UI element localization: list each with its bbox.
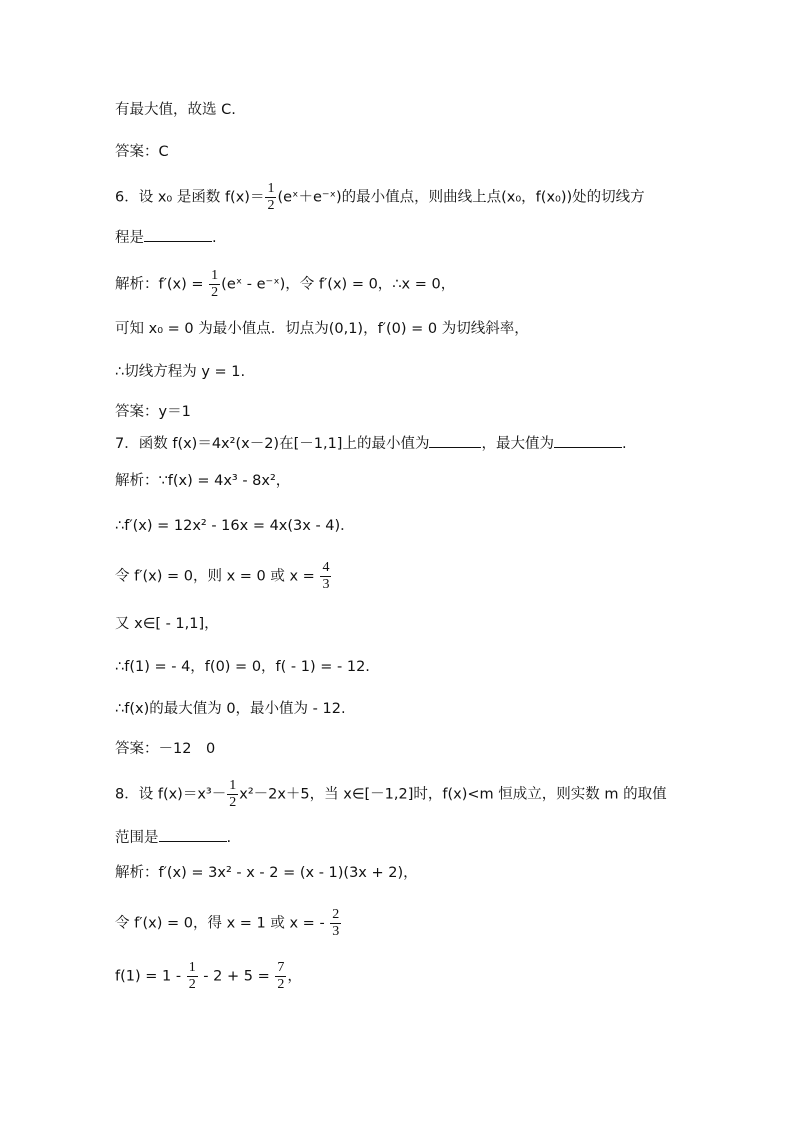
text: 答案：C (115, 144, 169, 160)
text: 可知 x₀ = 0 为最小值点．切点为(0,1)，f′(0) = 0 为切线斜率， (115, 321, 529, 337)
solution-7-line-5 (115, 656, 370, 678)
answer-blank (144, 226, 212, 242)
text: 8．设 f(x)＝x³－ (115, 786, 227, 803)
answer-blank-max (554, 432, 622, 448)
text: ， (287, 968, 302, 985)
numerator: 4 (322, 560, 330, 575)
solution-6-line-2 (115, 318, 529, 340)
answer-blank-min (429, 432, 481, 448)
text: 又 x∈[ - 1,1]， (115, 616, 219, 632)
text: 令 f′(x) = 0，得 x = 1 或 x = - (115, 915, 330, 932)
text: f(1) = 1 - (115, 968, 186, 985)
answer-7 (115, 738, 215, 760)
solution-7-line-4 (115, 613, 219, 635)
denominator: 2 (211, 285, 219, 300)
numerator: 1 (188, 960, 196, 975)
answer-6 (115, 401, 191, 423)
text: ∴f(1) = - 4，f(0) = 0，f( - 1) = - 12. (115, 659, 370, 675)
text: 解析：f′(x) = (115, 276, 209, 293)
text: (eˣ＋e⁻ˣ)的最小值点，则曲线上点(x₀，f(x₀))处的切线方 (277, 189, 645, 206)
numerator: 7 (277, 960, 285, 975)
numerator: 2 (332, 907, 340, 922)
question-6-line-2: 程是 . (115, 226, 217, 249)
solution-7-line-3 (115, 560, 332, 593)
numerator: 1 (267, 181, 275, 196)
text: (eˣ - e⁻ˣ)，令 f′(x) = 0，∴x = 0， (221, 276, 456, 293)
text: 有最大值，故选 C. (115, 102, 236, 118)
numerator: 1 (229, 778, 237, 793)
answer-blank (159, 826, 227, 842)
question-7: 7．函数 f(x)＝4x²(x－2)在[－1,1]上的最小值为 ，最大值为 . (115, 432, 627, 455)
text: 范围是 (115, 830, 159, 846)
solution-8-line-3 (115, 960, 302, 993)
fraction-seven-halves (275, 960, 286, 993)
solution-7-line-1 (115, 470, 290, 492)
text: ∴切线方程为 y = 1. (115, 364, 246, 380)
text: 解析：∵f(x) = 4x³ - 8x²， (115, 473, 291, 489)
text: ∴f(x)的最大值为 0，最小值为 - 12. (115, 701, 346, 717)
text: 程是 (115, 230, 144, 246)
question-8-line-2: 范围是 . (115, 826, 231, 849)
text: ∴f′(x) = 12x² - 16x = 4x(3x - 4)． (115, 518, 355, 534)
solution-8-line-1 (115, 862, 418, 884)
text: 7．函数 f(x)＝4x²(x－2)在[－1,1]上的最小值为 (115, 436, 430, 452)
text: 6．设 x₀ 是函数 f(x)＝ (115, 189, 265, 206)
text: 答案：y＝1 (115, 404, 191, 420)
solution-6-line-3 (115, 361, 245, 383)
solution-7-line-6 (115, 698, 346, 720)
denominator: 2 (229, 795, 237, 810)
denominator: 3 (332, 924, 340, 939)
fraction-one-half (187, 960, 198, 993)
question-6-line-1 (115, 181, 645, 214)
question-8-line-1 (115, 778, 667, 811)
denominator: 3 (322, 577, 330, 592)
text: ，最大值为 (481, 436, 554, 452)
text: x²－2x＋5，当 x∈[－1,2]时，f(x)<m 恒成立，则实数 m 的取值 (239, 786, 667, 803)
text: 答案：－12 0 (115, 741, 216, 757)
denominator: 2 (267, 198, 275, 213)
solution-6-line-1 (115, 268, 455, 301)
numerator: 1 (211, 268, 219, 283)
answer-5 (115, 141, 169, 163)
solution-7-line-2 (115, 515, 355, 537)
fraction-one-half (209, 268, 220, 301)
denominator: 2 (188, 977, 196, 992)
text: 解析：f′(x) = 3x² - x - 2 = (x - 1)(3x + 2)， (115, 865, 418, 881)
fraction-four-thirds (320, 560, 331, 593)
fraction-two-thirds (330, 907, 341, 940)
text: 令 f′(x) = 0，则 x = 0 或 x = (115, 568, 320, 585)
text: - 2 + 5 = (198, 968, 275, 985)
fraction-one-half (265, 181, 276, 214)
fraction-one-half (227, 778, 238, 811)
text-line-1 (115, 99, 236, 121)
denominator: 2 (277, 977, 285, 992)
solution-8-line-2 (115, 907, 342, 940)
